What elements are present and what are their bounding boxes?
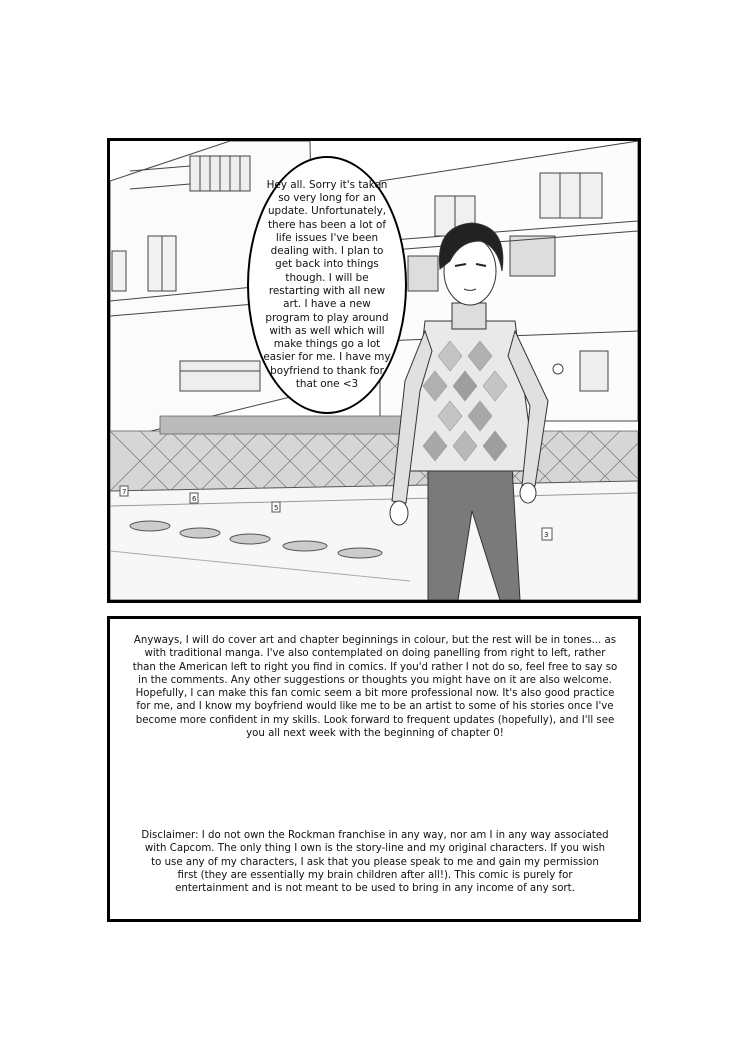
lot-number-5: 5 bbox=[274, 504, 279, 512]
author-notes-panel bbox=[107, 616, 641, 922]
speech-bubble-text: Hey all. Sorry it's taken so very long for an update. Unfortunately, there has been a lot of life issues I've been dealing with. I plan to get back into things though. I will be restarting with all new art. I have a new program to play around with as well which will make things go a lot easier for me. I have my boyfriend to thank for that one <3 bbox=[263, 178, 391, 391]
lot-number-7: 7 bbox=[122, 488, 127, 496]
disclaimer-text: Disclaimer: I do not own the Rockman franchise in any way, nor am I in any way associated with Capcom. The only thing I own is the story-line and my original characters. If you wish to use any of my characters, I ask that you please speak to me and gain my permission first (they are essentially my brain children after all!). This comic is purely for entertainment and is not meant to be used to bring in any income of any sort. bbox=[141, 830, 609, 895]
parking-lot bbox=[110, 481, 638, 600]
speech-bubble bbox=[247, 156, 407, 414]
illustration-panel bbox=[107, 138, 641, 603]
author-note-body: Anyways, I will do cover art and chapter beginnings in colour, but the rest will be in tones... as with traditional manga. I've also contemplated on doing panelling from right to left, rather than the American left to right you find in comics. If you'd rather I not do so, feel free to say so in the comments. Any other suggestions or thoughts you might have on it are also welcome. Hopefully, I can make this fan comic seem a bit more professional now. It's also good practice for me, and I know my boyfriend would like me to be an artist to some of his stories once I've become more confident in my skills. Look forward to frequent updates (hopefully), and I'll see you all next week with the beginning of chapter 0! bbox=[132, 635, 618, 740]
lot-number-3: 3 bbox=[544, 531, 549, 539]
lot-number-6: 6 bbox=[192, 495, 197, 503]
